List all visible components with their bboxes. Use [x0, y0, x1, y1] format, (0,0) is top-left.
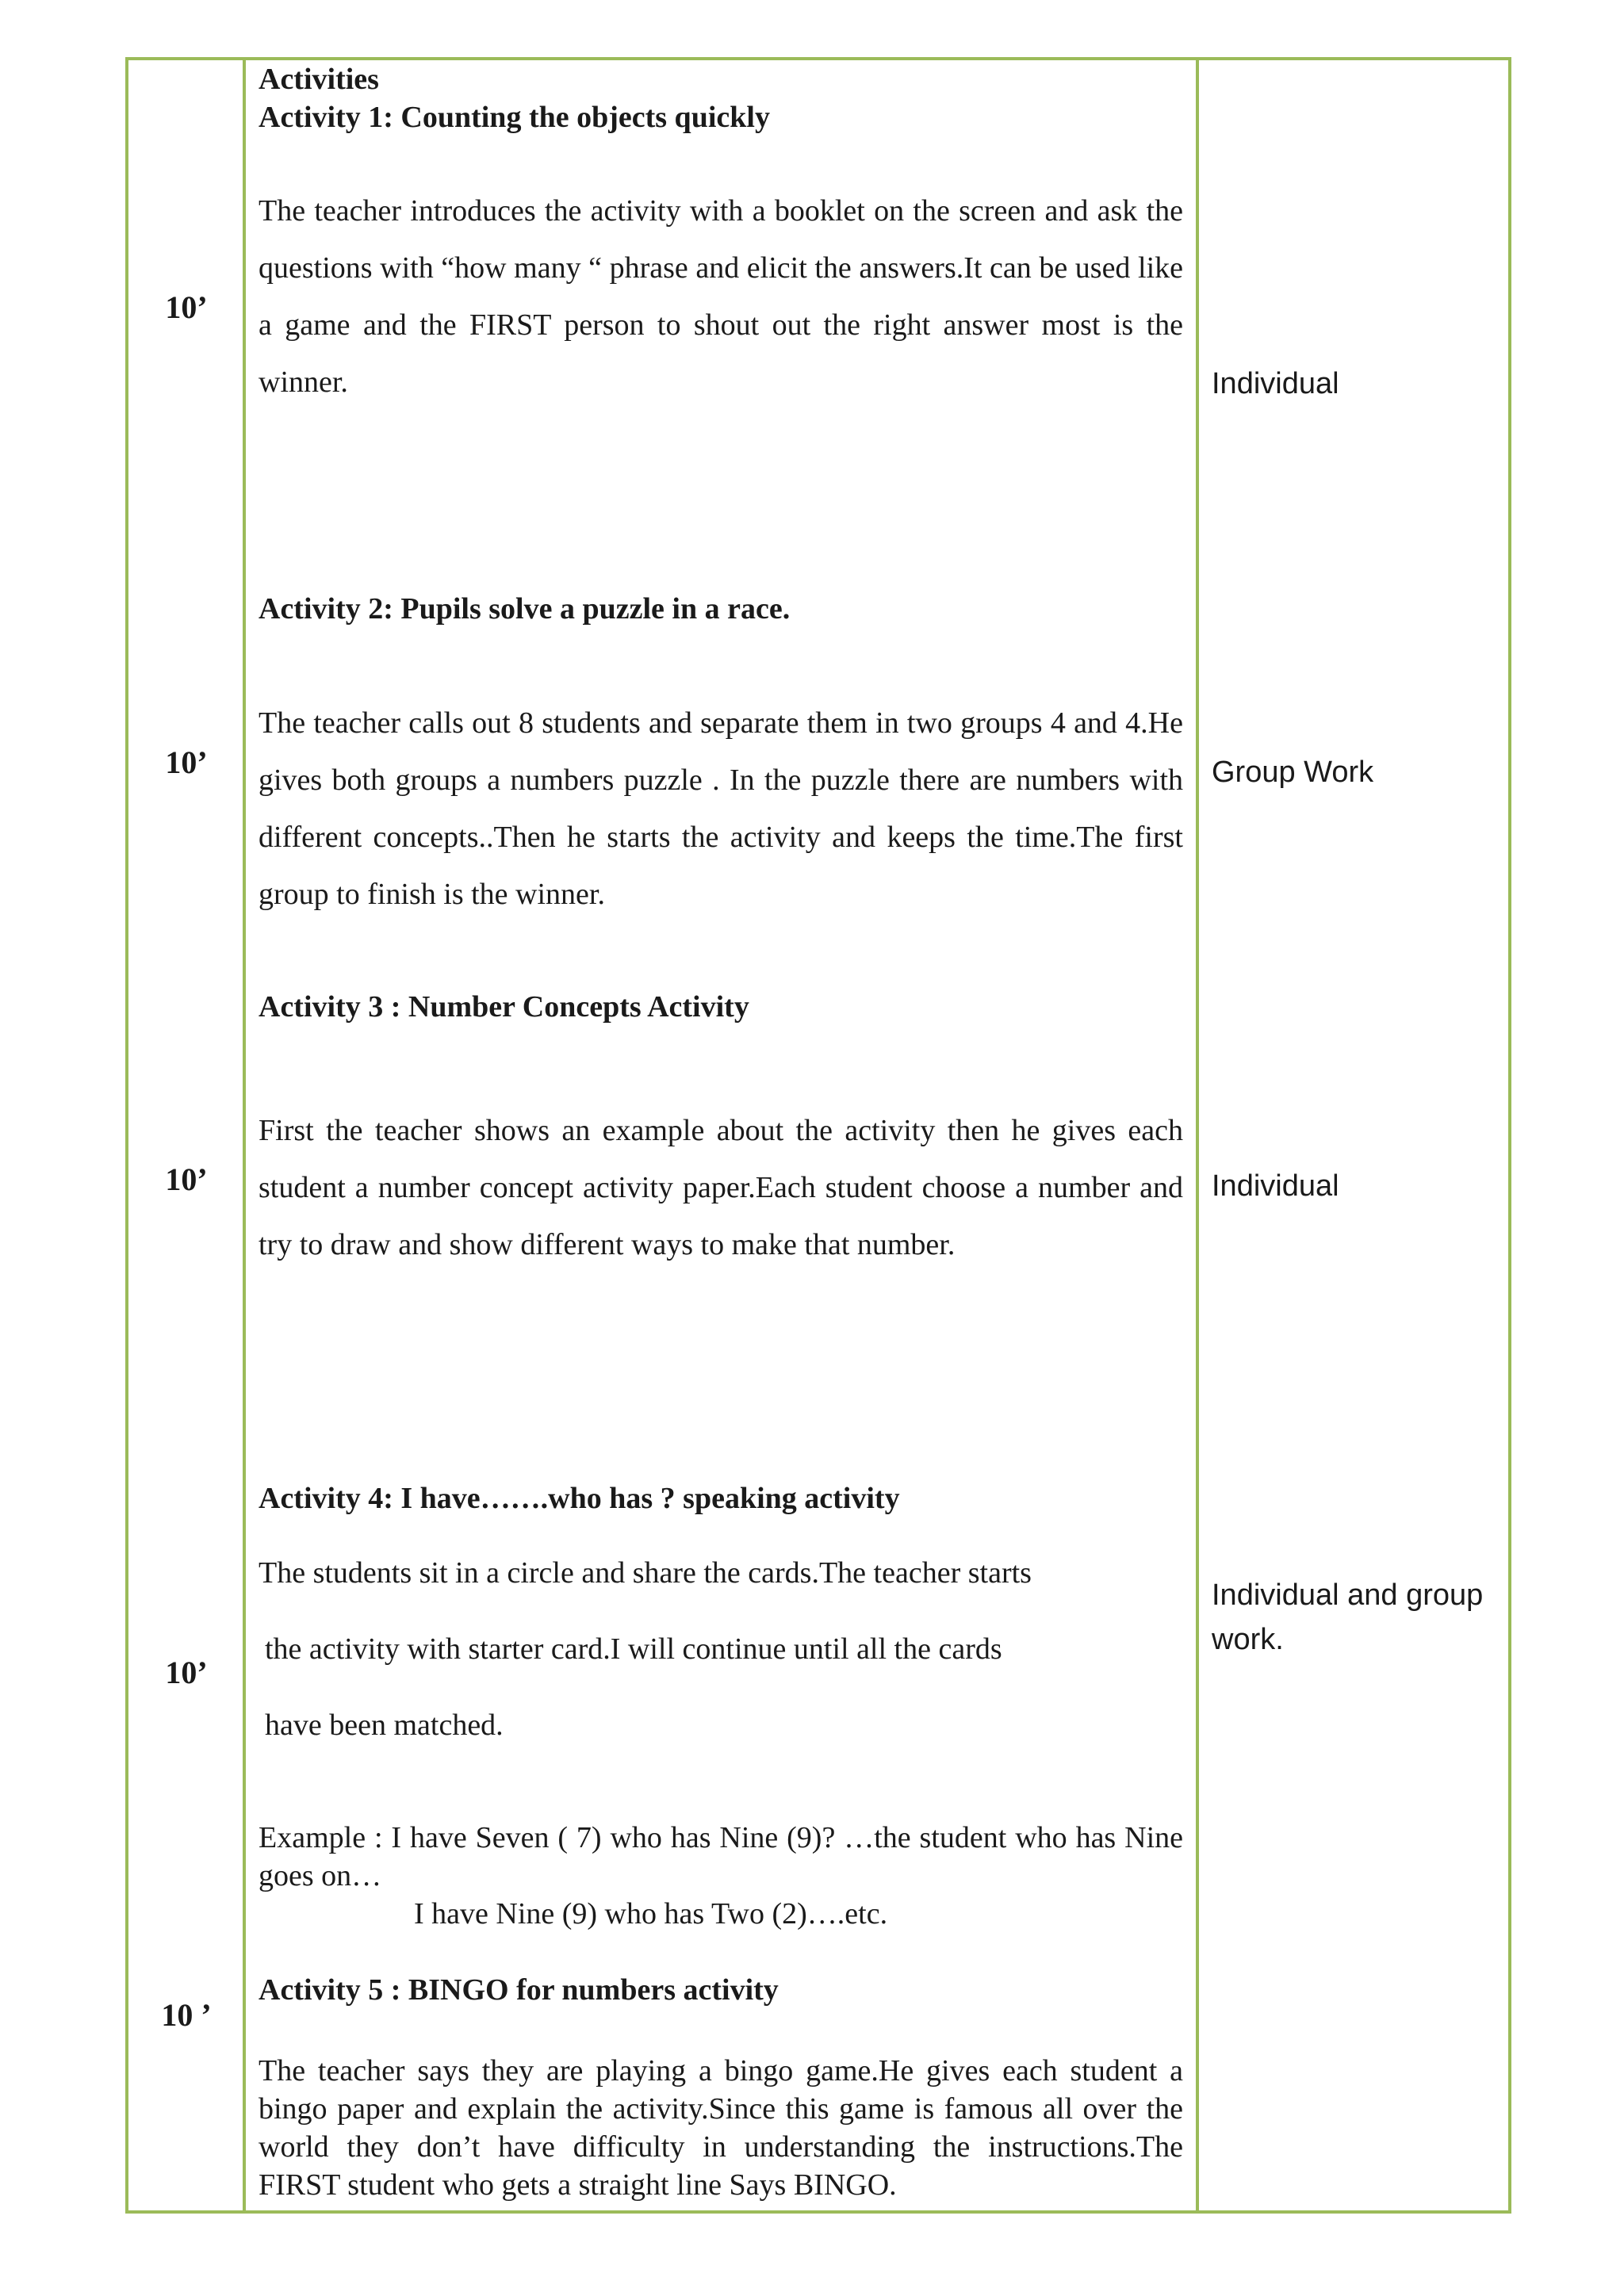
activity-4-line-3: have been matched. — [265, 1709, 504, 1742]
activity-4-heading: Activity 4: I have…….who has ? speaking activity — [259, 1482, 900, 1515]
activity-4-example-continued: I have Nine (9) who has Two (2)….etc. — [414, 1897, 888, 1931]
time-cell-5: 10 ’ — [161, 1997, 212, 2033]
activity-1-heading: Activity 1: Counting the objects quickly — [259, 101, 770, 134]
table-border-bottom — [125, 2210, 1511, 2214]
time-cell-1: 10’ — [165, 289, 208, 325]
activity-3-text: First the teacher shows an example about the activity then he gives each student a number concept activity paper.Each student choose a number and try to draw and show different ways to make that number. — [259, 1114, 1183, 1261]
table-border-right — [1508, 57, 1511, 2214]
activity-4-line-2: the activity with starter card.I will continue until all the cards — [265, 1632, 1002, 1666]
time-cell-3: 10’ — [165, 1161, 208, 1197]
activity-3-heading: Activity 3 : Number Concepts Activity — [259, 990, 749, 1024]
organization-cell-1: Individual — [1212, 367, 1339, 400]
organization-cell-2: Group Work — [1212, 756, 1374, 789]
activity-2-heading: Activity 2: Pupils solve a puzzle in a race. — [259, 592, 791, 626]
activity-4-example: Example : I have Seven ( 7) who has Nine (9)? …the student who has Nine goes on… — [259, 1821, 1183, 1892]
section-title: Activities — [259, 63, 379, 96]
time-cell-4: 10’ — [165, 1655, 208, 1690]
table-border-col2 — [1196, 57, 1199, 2214]
organization-cell-4: Individual and group work. — [1212, 1578, 1484, 1656]
organization-cell-3: Individual — [1212, 1169, 1339, 1203]
activity-4-line-1: The students sit in a circle and share the cards.The teacher starts — [259, 1556, 1032, 1590]
table-border-left — [125, 57, 128, 2214]
activity-2-text: The teacher calls out 8 students and separate them in two groups 4 and 4.He gives both groups a numbers puzzle . In the puzzle there are numbers with different concepts..Then he starts the activity and keeps the time.The first group to finish is the winner. — [259, 706, 1183, 911]
time-cell-2: 10’ — [165, 744, 208, 780]
activity-5-heading: Activity 5 : BINGO for numbers activity — [259, 1973, 779, 2007]
activity-5-text: The teacher says they are playing a bingo game.He gives each student a bingo paper and explain the activity.Since this game is famous all over the world they don’t have difficulty in understanding the instructions.The FIRST student who gets a straight line Says BINGO. — [259, 2054, 1183, 2202]
activity-1-text: The teacher introduces the activity with a booklet on the screen and ask the questions with “how many “ phrase and elicit the answers.It can be used like a game and the FIRST person to shout out the right answer most is the winner. — [259, 194, 1183, 399]
table-border-col1 — [243, 57, 246, 2214]
